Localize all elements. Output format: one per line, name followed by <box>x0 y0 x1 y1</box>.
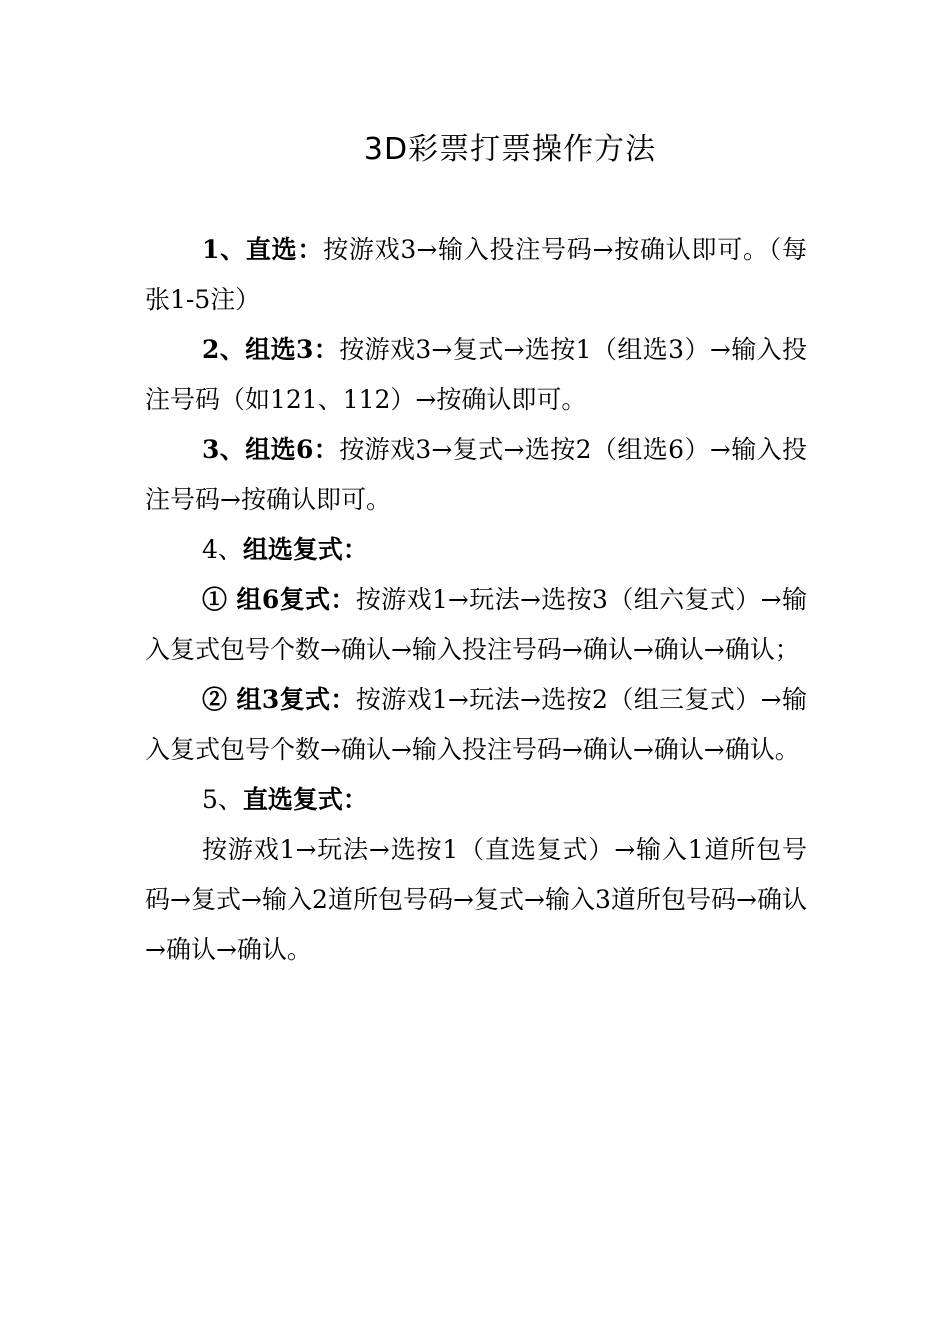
section-2-paragraph <box>145 325 807 425</box>
section-3-paragraph <box>145 425 807 525</box>
section-1-text: 按游戏3→输入投注号码→按确认即可。（每张1-5注） <box>145 235 807 314</box>
section-5-heading: 直选复式： <box>242 785 368 814</box>
section-1-heading: 1、直选： <box>202 235 324 264</box>
section-4-item-2-heading: ② 组3复式： <box>202 685 356 714</box>
section-4-number: 4、 <box>202 535 243 564</box>
section-4-item-2-paragraph <box>145 675 807 775</box>
document-body <box>145 225 807 975</box>
section-2-heading: 2、组选3： <box>202 335 340 364</box>
section-5-text: 按游戏1→玩法→选按1（直选复式）→输入1道所包号码→复式→输入2道所包号码→复式→输入3道所包号码→确认→确认→确认。 <box>145 835 807 964</box>
section-4-item-1-paragraph <box>145 575 807 675</box>
section-4-heading: 组选复式： <box>242 535 368 564</box>
section-4-item-1-text: 按游戏1→玩法→选按3（组六复式）→输入复式包号个数→确认→输入投注号码→确认→确认→确认； <box>145 585 807 664</box>
section-2-text: 按游戏3→复式→选按1（组选3）→输入投注号码（如121、112）→按确认即可。 <box>145 335 807 414</box>
section-3-text: 按游戏3→复式→选按2（组选6）→输入投注号码→按确认即可。 <box>145 435 807 514</box>
section-1-paragraph <box>145 225 807 325</box>
section-5-heading-paragraph <box>145 775 807 825</box>
section-3-heading: 3、组选6： <box>202 435 340 464</box>
section-4-item-2-text: 按游戏1→玩法→选按2（组三复式）→输入复式包号个数→确认→输入投注号码→确认→确认→确认。 <box>145 685 807 764</box>
section-4-heading-paragraph <box>145 525 807 575</box>
section-4-item-1-heading: ① 组6复式： <box>202 585 356 614</box>
section-5-number: 5、 <box>202 785 243 814</box>
section-5-text-paragraph <box>145 825 807 975</box>
document-title: 3D彩票打票操作方法 <box>363 132 657 167</box>
